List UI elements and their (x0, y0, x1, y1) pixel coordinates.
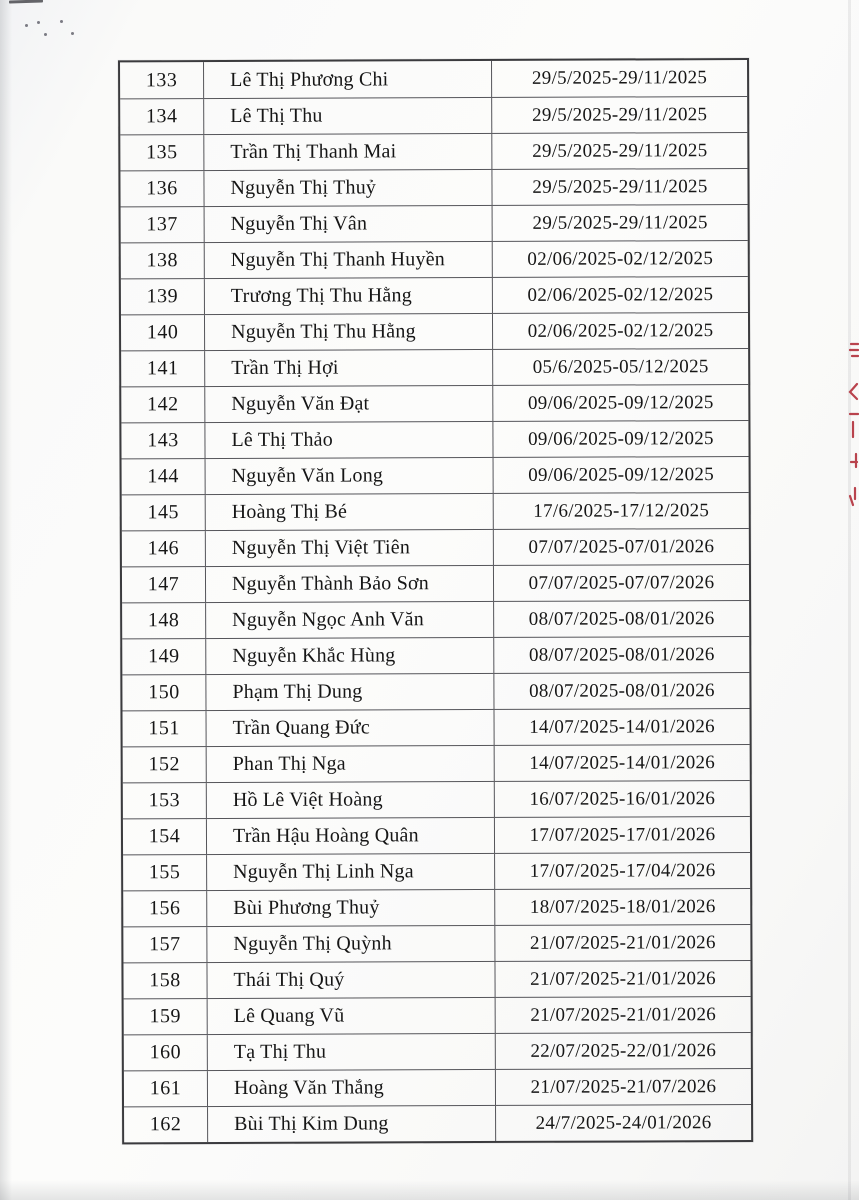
row-name: Lê Thị Thảo (205, 422, 493, 458)
table-row (123, 960, 750, 998)
row-number: 159 (124, 999, 208, 1034)
row-name: Hoàng Thị Bé (206, 494, 494, 530)
row-period: 07/07/2025-07/07/2026 (528, 571, 715, 594)
row-name: Trần Thị Hợi (205, 350, 493, 386)
row-name: Hồ Lê Việt Hoàng (207, 782, 495, 818)
red-ink-annotation (846, 336, 859, 511)
row-name: Phan Thị Nga (207, 746, 495, 782)
row-number: 153 (123, 783, 207, 818)
row-number: 148 (122, 603, 206, 638)
row-name: Thái Thị Quý (207, 962, 495, 998)
row-number: 134 (120, 99, 204, 134)
table-row (123, 816, 750, 854)
pen-dot-mark (44, 33, 47, 36)
scan-shadow-right (848, 0, 851, 1200)
table-row (120, 96, 747, 134)
table-row (123, 888, 750, 926)
row-name: Nguyễn Thành Bảo Sơn (206, 566, 494, 602)
roster-table-body (120, 60, 751, 1142)
row-number: 145 (122, 495, 206, 530)
row-period: 08/07/2025-08/01/2026 (528, 607, 715, 630)
table-row (121, 276, 748, 314)
table-row (122, 528, 749, 566)
row-name: Nguyễn Thị Linh Nga (207, 854, 495, 890)
row-number: 150 (122, 675, 206, 710)
row-number: 142 (121, 387, 205, 422)
table-row (124, 1032, 751, 1070)
table-row (124, 1068, 751, 1106)
row-name: Nguyễn Thị Thu Hằng (205, 314, 493, 350)
row-period: 29/5/2025-29/11/2025 (532, 139, 708, 162)
table-row (121, 312, 748, 350)
row-number: 161 (124, 1071, 208, 1106)
row-period: 29/5/2025-29/11/2025 (532, 175, 708, 198)
row-name: Lê Thị Phương Chi (204, 61, 492, 98)
row-number: 160 (124, 1035, 208, 1070)
row-period: 29/5/2025-29/11/2025 (531, 67, 708, 89)
row-period: 08/07/2025-08/01/2026 (528, 643, 715, 666)
row-number: 147 (122, 567, 206, 602)
table-row (121, 384, 748, 422)
row-number: 140 (121, 315, 205, 350)
row-name: Phạm Thị Dung (206, 674, 494, 710)
table-row (123, 744, 750, 782)
row-period: 09/06/2025-09/12/2025 (528, 427, 714, 450)
row-period: 22/07/2025-22/01/2026 (530, 1039, 717, 1062)
table-row (122, 456, 749, 494)
row-number: 138 (121, 243, 205, 278)
table-row (121, 240, 748, 278)
table-row (121, 204, 748, 242)
row-period: 08/07/2025-08/01/2026 (529, 679, 715, 702)
row-name: Tạ Thị Thu (208, 1034, 496, 1070)
row-period: 02/06/2025-02/12/2025 (527, 247, 714, 270)
row-name: Nguyễn Thị Việt Tiên (206, 530, 494, 566)
table-row (120, 168, 747, 206)
row-name: Bùi Thị Kim Dung (208, 1106, 496, 1142)
row-number: 149 (122, 639, 206, 674)
row-number: 146 (122, 531, 206, 566)
row-period: 21/07/2025-21/01/2026 (529, 931, 716, 954)
row-period: 02/06/2025-02/12/2025 (527, 283, 714, 306)
row-name: Nguyễn Thị Thuỷ (204, 170, 492, 206)
row-number: 139 (121, 279, 205, 314)
row-number: 154 (123, 819, 207, 854)
row-period: 17/07/2025-17/04/2026 (529, 859, 716, 882)
row-period: 02/06/2025-02/12/2025 (527, 319, 714, 342)
row-name: Nguyễn Thị Thanh Huyền (205, 242, 493, 278)
table-row (124, 1104, 751, 1142)
row-period: 07/07/2025-07/01/2026 (528, 535, 715, 558)
table-row (120, 60, 747, 98)
row-period: 21/07/2025-21/01/2026 (530, 967, 716, 990)
pen-dot-mark (37, 21, 40, 24)
row-name: Trương Thị Thu Hằng (205, 278, 493, 314)
row-period: 18/07/2025-18/01/2026 (529, 895, 716, 918)
row-name: Lê Thị Thu (204, 98, 492, 134)
row-period: 21/07/2025-21/01/2026 (530, 1003, 717, 1026)
row-name: Bùi Phương Thuỷ (207, 890, 495, 926)
row-period: 17/6/2025-17/12/2025 (533, 499, 710, 522)
table-row (123, 924, 750, 962)
table-row (123, 708, 750, 746)
table-row (122, 492, 749, 530)
row-number: 152 (123, 747, 207, 782)
row-number: 136 (120, 171, 204, 206)
table-row (122, 636, 749, 674)
table-row (123, 852, 750, 890)
scan-shadow-left (0, 0, 12, 1200)
row-name: Lê Quang Vũ (208, 998, 496, 1034)
table-row (124, 996, 751, 1034)
table-row (120, 132, 747, 170)
table-row (121, 420, 748, 458)
row-number: 155 (123, 855, 207, 890)
row-number: 137 (121, 207, 205, 242)
scan-corner-artifact (9, 0, 43, 4)
row-name: Nguyễn Văn Long (206, 458, 494, 494)
row-period: 29/5/2025-29/11/2025 (532, 103, 708, 126)
table-row (122, 672, 749, 710)
table-row (122, 564, 749, 602)
pen-dot-mark (60, 20, 63, 23)
pen-dot-mark (71, 32, 74, 35)
row-number: 135 (120, 135, 204, 170)
row-name: Nguyễn Thị Vân (205, 206, 493, 242)
row-number: 133 (120, 62, 204, 98)
roster-table (118, 58, 753, 1144)
row-period: 14/07/2025-14/01/2026 (529, 751, 716, 774)
row-period: 24/7/2025-24/01/2026 (535, 1111, 712, 1134)
row-number: 156 (123, 891, 207, 926)
pen-dot-mark (25, 24, 28, 27)
row-period: 29/5/2025-29/11/2025 (532, 211, 708, 234)
row-name: Nguyễn Văn Đạt (205, 386, 493, 422)
row-number: 158 (123, 963, 207, 998)
row-period: 17/07/2025-17/01/2026 (529, 823, 716, 846)
row-number: 143 (121, 423, 205, 458)
table-row (122, 600, 749, 638)
row-period: 09/06/2025-09/12/2025 (527, 391, 714, 414)
row-name: Hoàng Văn Thắng (208, 1070, 496, 1106)
row-period: 16/07/2025-16/01/2026 (529, 787, 716, 810)
row-name: Trần Thị Thanh Mai (204, 134, 492, 170)
row-name: Nguyễn Thị Quỳnh (207, 926, 495, 962)
table-row (123, 780, 750, 818)
row-name: Trần Quang Đức (207, 710, 495, 746)
row-period: 05/6/2025-05/12/2025 (532, 355, 709, 378)
row-number: 157 (123, 927, 207, 962)
row-period: 14/07/2025-14/01/2026 (529, 715, 715, 738)
table-row (121, 348, 748, 386)
row-number: 144 (122, 459, 206, 494)
row-number: 141 (121, 351, 205, 386)
row-number: 151 (123, 711, 207, 746)
scan-shadow-bottom (0, 1180, 859, 1200)
row-period: 09/06/2025-09/12/2025 (528, 463, 715, 486)
row-name: Trần Hậu Hoàng Quân (207, 818, 495, 854)
row-period: 21/07/2025-21/07/2026 (530, 1075, 717, 1098)
row-name: Nguyễn Khắc Hùng (206, 638, 494, 674)
row-name: Nguyễn Ngọc Anh Văn (206, 602, 494, 638)
row-number: 162 (124, 1107, 208, 1142)
